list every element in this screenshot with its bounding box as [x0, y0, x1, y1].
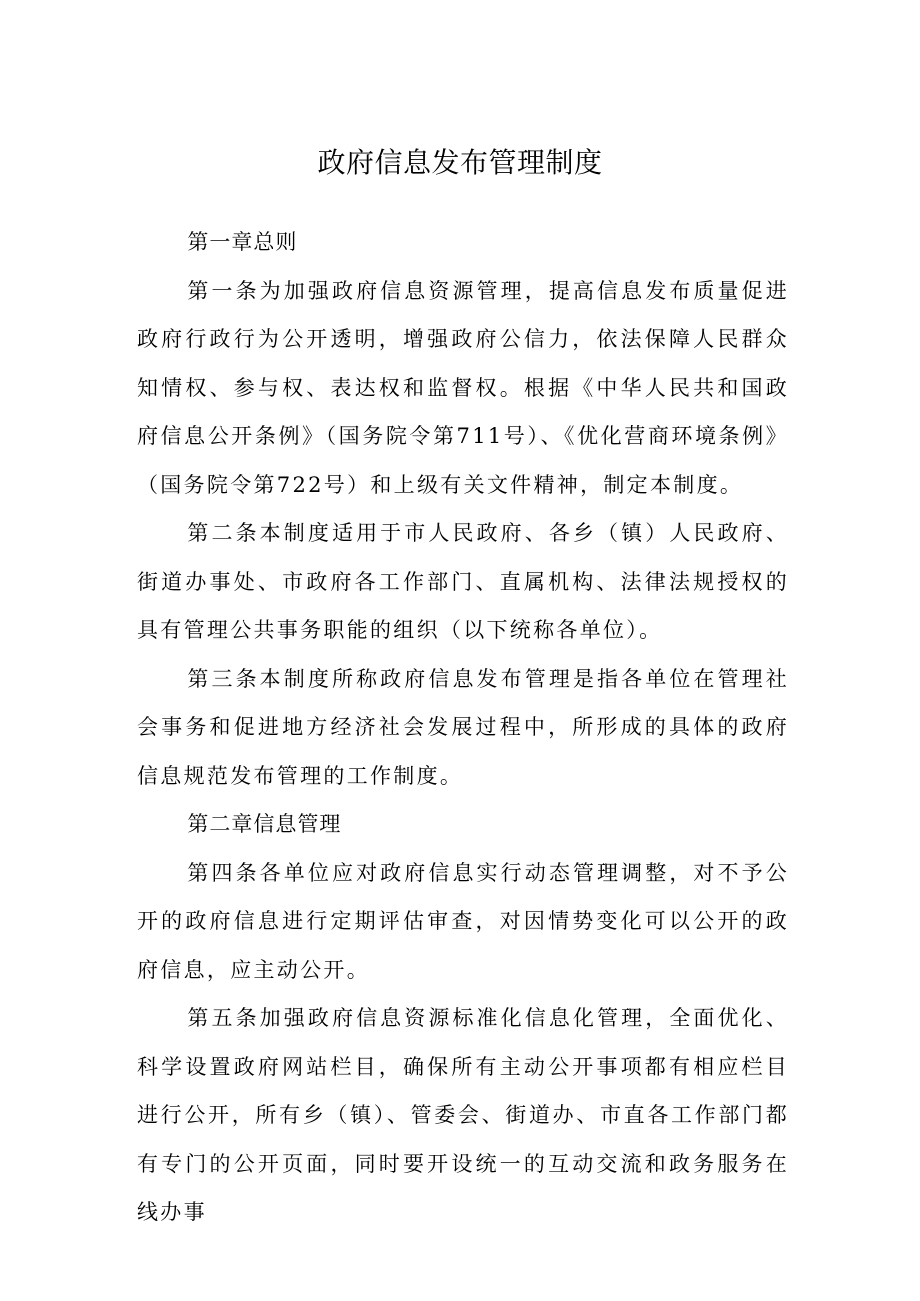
- article-3: 第三条本制度所称政府信息发布管理是指各单位在管理社会事务和促进地方经济社会发展过程中，所形成的具体的政府信息规范发布管理的工作制度。: [137, 666, 789, 788]
- document-body: [137, 218, 789, 1237]
- chapter-1-heading: 第一章总则: [187, 230, 298, 254]
- chapter-2-heading: 第二章信息管理: [187, 812, 342, 836]
- article-5: 第五条加强政府信息资源标准化信息化管理，全面优化、科学设置政府网站栏目，确保所有主动公开事项都有相应栏目进行公开，所有乡（镇）、管委会、街道办、市直各工作部门都有专门的公开页面，同时要开设统一的互动交流和政务服务在线办事: [137, 1006, 789, 1224]
- article-1: 第一条为加强政府信息资源管理，提高信息发布质量促进政府行政行为公开透明，增强政府公信力，依法保障人民群众知情权、参与权、表达权和监督权。根据《中华人民共和国政府信息公开条例》（国务院令第711号）、《优化营商环境条例》（国务院令第722号）和上级有关文件精神，制定本制度。: [137, 278, 789, 497]
- document-title: 政府信息发布管理制度: [317, 146, 603, 179]
- article-2: 第二条本制度适用于市人民政府、各乡（镇）人民政府、街道办事处、市政府各工作部门、直属机构、法律法规授权的具有管理公共事务职能的组织（以下统称各单位）。: [137, 521, 789, 642]
- article-4: 第四条各单位应对政府信息实行动态管理调整，对不予公开的政府信息进行定期评估审查，对因情势变化可以公开的政府信息，应主动公开。: [137, 860, 789, 982]
